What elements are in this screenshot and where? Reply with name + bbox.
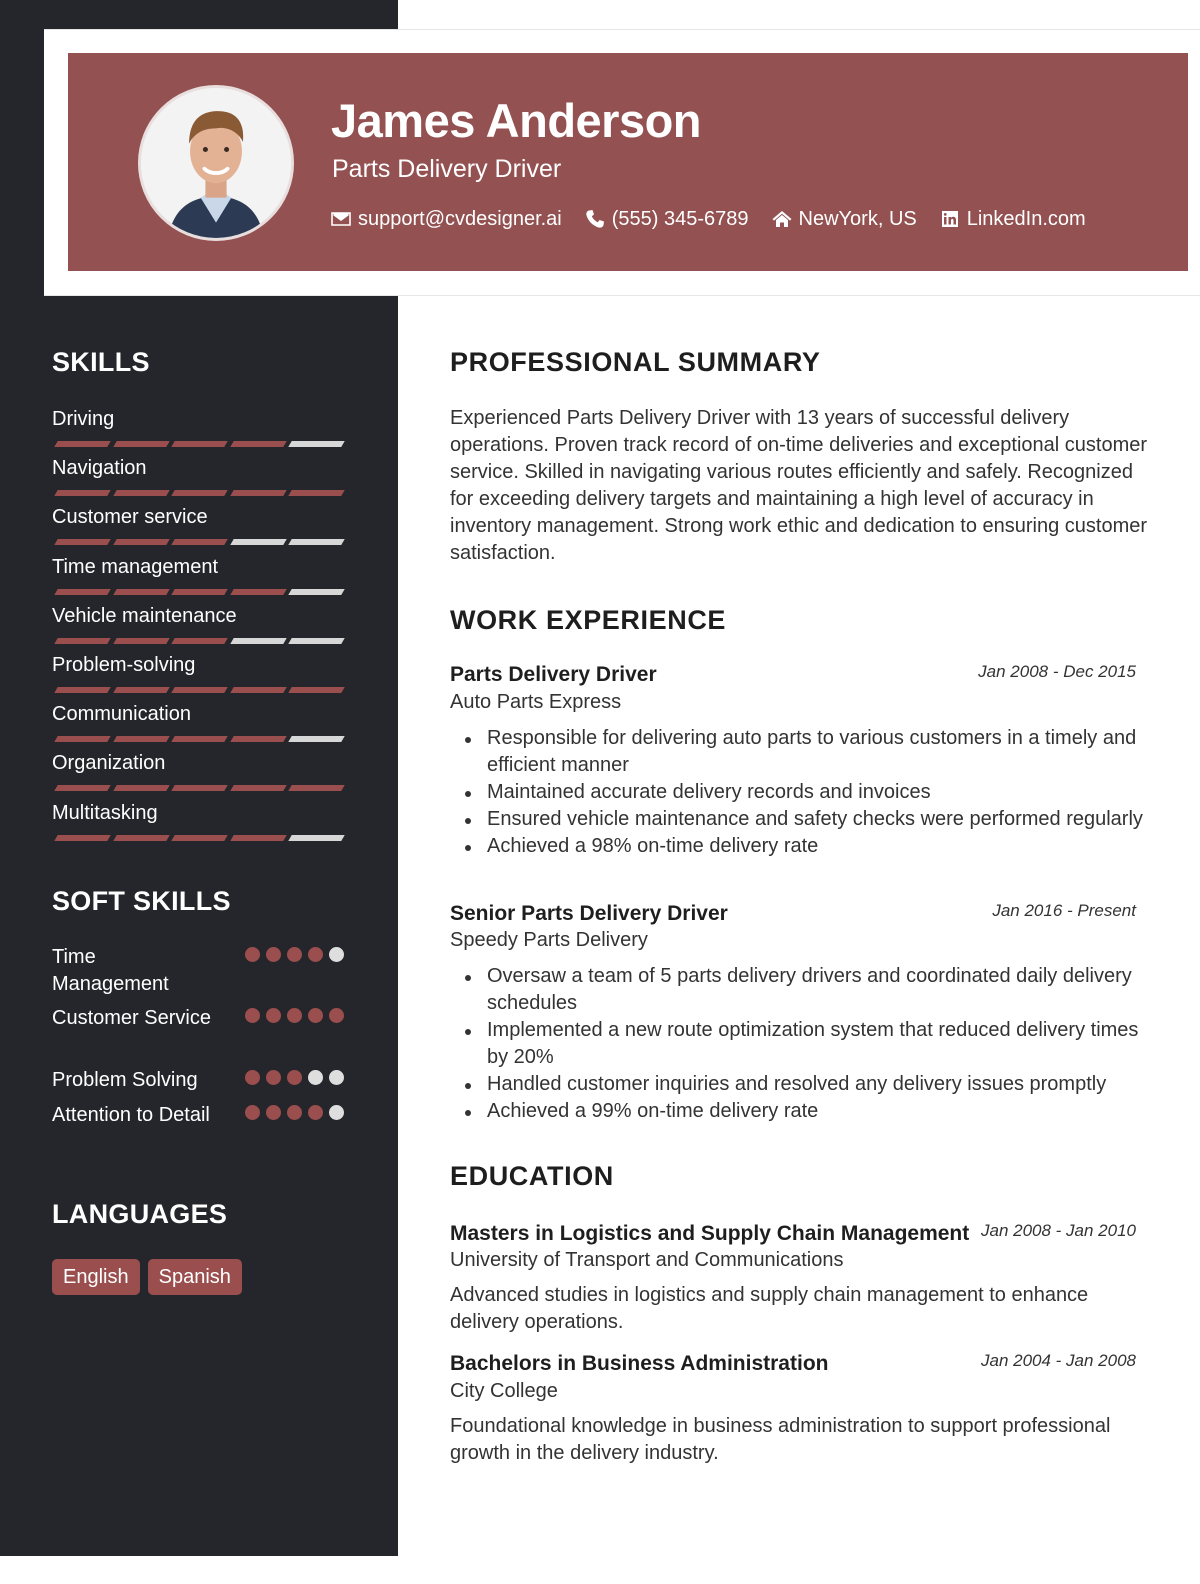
education-degree: Bachelors in Business Administration [450,1352,829,1375]
contact-email[interactable] [331,208,562,231]
languages-title: LANGUAGES [52,1199,228,1229]
skill-level-segment [230,785,286,791]
skill-item [52,405,352,454]
skill-level-segment [54,539,110,545]
soft-skill-name: Time Management [52,946,169,995]
skill-level-segment [171,736,227,742]
education-date: Jan 2008 - Jan 2010 [980,1221,1136,1240]
summary-text: Experienced Parts Delivery Driver with 13 years of successful delivery operations. Proven track record of on-time deliveries and exceptional customer service. Skilled in navigating various routes efficiently and safely. Recognized for exceeding delivery targets and maintaining a high level of accuracy in inventory management. Strong work ethic and dedication to ensuring customer satisfaction. [450,407,1148,564]
job-bullet: Achieved a 98% on-time delivery rate [450,833,1150,860]
skill-level-bar [52,638,346,645]
job-bullet: Ensured vehicle maintenance and safety checks were performed regularly [450,806,1150,833]
skill-level-segment [288,589,344,595]
skill-level-segment [230,687,286,693]
skill-level-segment [171,785,227,791]
job-date: Jan 2016 - Present [992,901,1136,920]
skill-level-segment [113,589,169,595]
rating-dot [329,947,344,962]
skill-level-segment [171,539,227,545]
job-company: Auto Parts Express [450,691,622,713]
soft-skill-rating [245,1105,345,1121]
skill-level-segment [113,490,169,496]
skill-level-segment [230,736,286,742]
languages-list [52,1259,250,1295]
job-bullet: Implemented a new route optimization system that reduced delivery times by 20% [450,1017,1150,1071]
skill-level-segment [288,687,344,693]
skill-item [52,602,352,651]
summary-title: PROFESSIONAL SUMMARY [450,347,821,377]
job-bullet: Oversaw a team of 5 parts delivery drivers and coordinated daily delivery schedules [450,963,1150,1017]
rating-dot [308,1105,323,1120]
skill-level-segment [230,539,286,545]
rating-dot [329,1008,344,1023]
rating-dot [287,1070,302,1085]
skill-name: Multitasking [52,801,158,824]
rating-dot [245,947,260,962]
skill-level-segment [288,539,344,545]
skill-level-segment [54,490,110,496]
skill-level-bar [52,490,346,497]
soft-skill-rating [245,947,345,963]
skill-level-segment [288,638,344,644]
rating-dot [287,1008,302,1023]
skill-name: Organization [52,752,166,775]
language-badge: Spanish [148,1259,242,1295]
job-bullet: Handled customer inquiries and resolved any delivery issues promptly [450,1071,1150,1098]
contact-email-text: support@cvdesigner.ai [358,207,562,230]
skill-level-bar [52,736,346,743]
rating-dot [266,1008,281,1023]
rating-dot [287,947,302,962]
skill-level-segment [54,589,110,595]
job-company: Speedy Parts Delivery [450,929,648,951]
rating-dot [245,1008,260,1023]
skill-level-segment [288,490,344,496]
skill-level-segment [230,589,286,595]
skills-title: SKILLS [52,347,150,377]
education-degree: Masters in Logistics and Supply Chain Management [450,1222,970,1245]
skill-item [52,454,352,503]
contact-location-text: NewYork, US [798,207,917,230]
rating-dot [266,947,281,962]
rating-dot [308,1008,323,1023]
skill-level-segment [171,638,227,644]
skill-name: Time management [52,555,218,578]
skill-level-segment [230,638,286,644]
skill-item [52,749,352,798]
soft-skill-item [52,1067,352,1094]
skill-level-segment [171,589,227,595]
rating-dot [287,1105,302,1120]
skill-level-segment [54,441,110,447]
soft-skill-item [52,1102,352,1129]
skill-level-segment [113,835,169,841]
soft-skill-name: Attention to Detail [52,1104,210,1126]
soft-skill-name: Customer Service [52,1007,211,1029]
skill-level-segment [288,785,344,791]
linkedin-icon [940,209,960,229]
skill-name: Communication [52,703,191,726]
home-icon [772,209,792,229]
skill-level-segment [54,687,110,693]
skill-level-segment [230,835,286,841]
education-description: Foundational knowledge in business administration to support professional growth in the delivery industry. [450,1415,1111,1464]
rating-dot [329,1070,344,1085]
profile-photo [141,88,291,238]
skill-item [52,503,352,552]
rating-dot [308,1070,323,1085]
contact-linkedin-text: LinkedIn.com [966,207,1086,230]
skill-item [52,651,352,700]
job-bullet: Maintained accurate delivery records and invoices [450,779,1150,806]
contact-phone-text: (555) 345-6789 [611,207,749,230]
skill-name: Problem-solving [52,654,196,676]
skill-item [52,700,352,749]
avatar [138,85,294,241]
skill-level-segment [113,785,169,791]
skill-item [52,553,352,602]
soft-skill-rating [245,1070,345,1086]
education-description: Advanced studies in logistics and supply chain management to enhance delivery operations. [450,1284,1089,1333]
rating-dot [245,1105,260,1120]
skill-level-segment [113,687,169,693]
skill-level-bar [52,835,346,842]
phone-icon [585,209,605,229]
skill-level-segment [113,638,169,644]
skill-level-bar [52,589,346,596]
job-bullet: Responsible for delivering auto parts to various customers in a timely and efficient manner [450,725,1150,779]
job-title: Parts Delivery Driver [450,663,657,686]
soft-skill-item [52,1005,352,1032]
education-school: University of Transport and Communications [450,1249,844,1271]
soft-skill-name: Problem Solving [52,1069,198,1091]
rating-dot [245,1070,260,1085]
candidate-name: James Anderson [331,94,702,147]
skill-level-segment [288,835,344,841]
skill-name: Customer service [52,506,208,529]
job-date: Jan 2008 - Dec 2015 [978,662,1136,681]
work-title: WORK EXPERIENCE [450,605,727,635]
education-date: Jan 2004 - Jan 2008 [980,1351,1136,1370]
skill-name: Vehicle maintenance [52,604,237,627]
skill-level-segment [171,835,227,841]
skill-level-segment [54,736,110,742]
skill-level-segment [54,835,110,841]
job-bullets [450,725,1150,860]
skill-name: Navigation [52,457,147,480]
skill-level-segment [230,490,286,496]
soft-skill-rating [245,1008,345,1024]
envelope-icon [331,209,351,229]
soft-skills-title: SOFT SKILLS [52,886,231,916]
skill-item [52,799,352,848]
skill-level-bar [52,539,346,546]
skill-level-segment [171,687,227,693]
job-bullets [450,963,1150,1125]
contact-phone[interactable] [585,208,749,231]
soft-skill-item [52,944,352,998]
contact-location [772,208,917,231]
skill-level-bar [52,441,346,448]
rating-dot [266,1105,281,1120]
skill-level-segment [171,490,227,496]
skill-level-segment [171,441,227,447]
contact-row [331,205,1109,233]
skill-level-segment [54,785,110,791]
contact-linkedin[interactable] [940,208,1086,231]
skill-level-segment [113,736,169,742]
rating-dot [329,1105,344,1120]
skill-level-bar [52,687,346,694]
skill-level-segment [288,441,344,447]
job-bullet: Achieved a 99% on-time delivery rate [450,1098,1150,1125]
rating-dot [308,947,323,962]
skill-name: Driving [52,408,115,430]
job-title: Senior Parts Delivery Driver [450,902,728,925]
skill-level-segment [113,441,169,447]
candidate-role: Parts Delivery Driver [332,155,562,183]
language-badge: English [52,1259,140,1295]
education-school: City College [450,1380,558,1402]
education-title: EDUCATION [450,1161,614,1191]
rating-dot [266,1070,281,1085]
skill-level-segment [288,736,344,742]
skill-level-segment [54,638,110,644]
skill-level-bar [52,785,346,792]
skill-level-segment [230,441,286,447]
skill-level-segment [113,539,169,545]
